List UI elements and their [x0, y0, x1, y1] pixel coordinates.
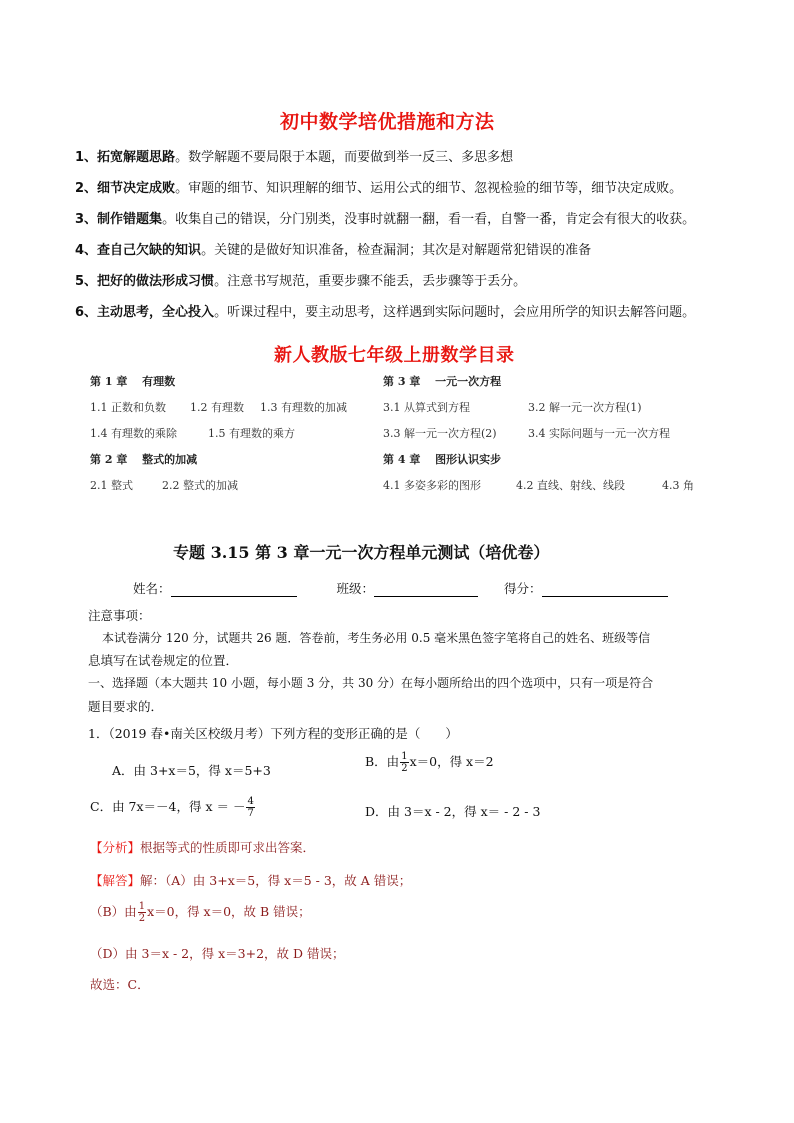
option-c-prefix: C．由 7x＝－4，得 x ＝ － [90, 799, 246, 814]
tip-item [75, 243, 591, 259]
student-info-row [133, 579, 668, 597]
exam-title: 专题 3.15 第 3 章一元一次方程单元测试（培优卷） [173, 543, 550, 562]
class-field[interactable] [374, 582, 478, 597]
tip-number: 6、 [75, 305, 98, 320]
option-d: D．由 3＝x - 2，得 x＝ - 2 - 3 [365, 804, 541, 819]
toc-entry: 3.3 解一元一次方程(2) [383, 427, 497, 440]
tip-item [75, 274, 526, 290]
tip-body: 。关键的是做好知识准备，检查漏洞；其次是对解题常犯错误的准备 [201, 243, 592, 258]
section-heading: 一、选择题（本大题共 10 小题，每小题 3 分，共 30 分）在每小题所给出的四个选项中，只有一项是符合 [88, 676, 654, 690]
toc-entry: 2.1 整式 [90, 479, 133, 492]
tip-heading: 制作错题集 [97, 212, 163, 227]
toc-entry: 1.3 有理数的加减 [260, 401, 347, 414]
toc-entry: 1.2 有理数 [190, 401, 244, 414]
score-label: 得分： [504, 581, 542, 596]
toc-chapter-heading: 第 3 章 一元一次方程 [383, 375, 502, 388]
tip-body: 。注意书写规范，重要步骤不能丢，丢步骤等于丢分。 [214, 274, 527, 289]
page-title: 初中数学培优措施和方法 [280, 111, 495, 133]
fraction-four-sevenths [246, 796, 254, 819]
toc-entry: 4.1 多姿多彩的图形 [383, 479, 481, 492]
tip-number: 4、 [75, 243, 98, 258]
fraction-denominator: 2 [138, 913, 146, 924]
solution-line [90, 871, 411, 889]
fraction-numerator: 4 [247, 796, 254, 807]
option-b-prefix: B．由 [365, 754, 400, 769]
class-label: 班级： [336, 581, 375, 596]
tip-heading: 拓宽解题思路 [97, 150, 176, 165]
tip-heading: 查自己欠缺的知识 [97, 243, 202, 258]
toc-entry: 1.5 有理数的乘方 [208, 427, 295, 440]
toc-entry: 1.4 有理数的乘除 [90, 427, 177, 440]
analysis-line [90, 838, 315, 856]
analysis-text: 根据等式的性质即可求出答案． [140, 840, 316, 855]
notice-text: 本试卷满分 120 分，试题共 26 题．答卷前，考生务必用 0.5 毫米黑色签字笔将自己的姓名、班级等信 [102, 631, 651, 645]
tip-heading: 细节决定成败 [97, 181, 176, 196]
toc-entry: 3.2 解一元一次方程(1) [528, 401, 642, 414]
option-a: A．由 3+x＝5，得 x＝5+3 [112, 763, 271, 778]
toc-entry: 4.3 角 [662, 479, 694, 492]
option-b [365, 751, 494, 774]
toc-chapter-heading: 第 4 章 图形认识实步 [383, 453, 502, 466]
toc-title: 新人教版七年级上册数学目录 [274, 345, 515, 366]
option-b-suffix: x＝0，得 x＝2 [409, 754, 494, 769]
answer-line: 故选：C． [90, 977, 150, 992]
toc-entry: 3.1 从算式到方程 [383, 401, 470, 414]
name-field[interactable] [171, 582, 297, 597]
tip-item [75, 150, 513, 166]
toc-entry: 3.4 实际问题与一元一次方程 [528, 427, 670, 440]
fraction-numerator: 1 [401, 751, 408, 762]
fraction-denominator: 7 [247, 808, 254, 819]
notice-label: 注意事项： [88, 608, 151, 623]
tip-number: 2、 [75, 181, 98, 196]
toc-entry: 1.1 正数和负数 [90, 401, 166, 414]
toc-entry: 2.2 整式的加减 [162, 479, 238, 492]
analysis-tag: 【分析】 [90, 840, 141, 855]
tip-item [75, 212, 695, 228]
option-c [90, 796, 256, 819]
notice-text: 息填写在试卷规定的位置． [88, 653, 239, 668]
tip-body: 。听课过程中，要主动思考，这样遇到实际问题时，会应用所学的知识去解答问题。 [214, 305, 696, 320]
fraction-numerator: 1 [138, 901, 146, 912]
solution-b-suffix: x＝0，得 x＝0，故 B 错误； [147, 904, 311, 919]
solution-line: （D）由 3＝x - 2，得 x＝3+2，故 D 错误； [90, 946, 345, 961]
toc-entry: 4.2 直线、射线、线段 [516, 479, 625, 492]
tip-number: 5、 [75, 274, 98, 289]
tip-body: 。审题的细节、知识理解的细节、运用公式的细节、忽视检验的细节等，细节决定成败。 [175, 181, 683, 196]
tip-body: 。收集自己的错误，分门别类，没事时就翻一翻，看一看，自警一番，肯定会有很大的收获。 [162, 212, 696, 227]
fraction-half [138, 901, 146, 924]
tip-item [75, 181, 682, 197]
name-label: 姓名： [133, 581, 171, 596]
solution-tag: 【解答】 [90, 873, 141, 888]
solution-text: 解：（A）由 3+x＝5，得 x＝5 - 3，故 A 错误； [140, 873, 412, 888]
solution-line [90, 901, 311, 924]
question-stem: 1．（2019 春•南关区校级月考）下列方程的变形正确的是（ ） [88, 726, 458, 741]
tip-item [75, 305, 695, 321]
fraction-denominator: 2 [401, 763, 408, 774]
tip-heading: 主动思考，全心投入 [97, 305, 215, 320]
tip-heading: 把好的做法形成习惯 [97, 274, 215, 289]
section-heading: 题目要求的． [88, 699, 164, 714]
tip-number: 3、 [75, 212, 98, 227]
fraction-half [400, 751, 408, 774]
solution-b-prefix: （B）由 [90, 904, 137, 919]
toc-chapter-heading: 第 2 章 整式的加减 [90, 453, 198, 466]
tip-body: 。数学解题不要局限于本题，而要做到举一反三、多思多想 [175, 150, 514, 165]
tip-number: 1、 [75, 150, 98, 165]
score-field[interactable] [542, 582, 668, 597]
toc-chapter-heading: 第 1 章 有理数 [90, 375, 176, 388]
